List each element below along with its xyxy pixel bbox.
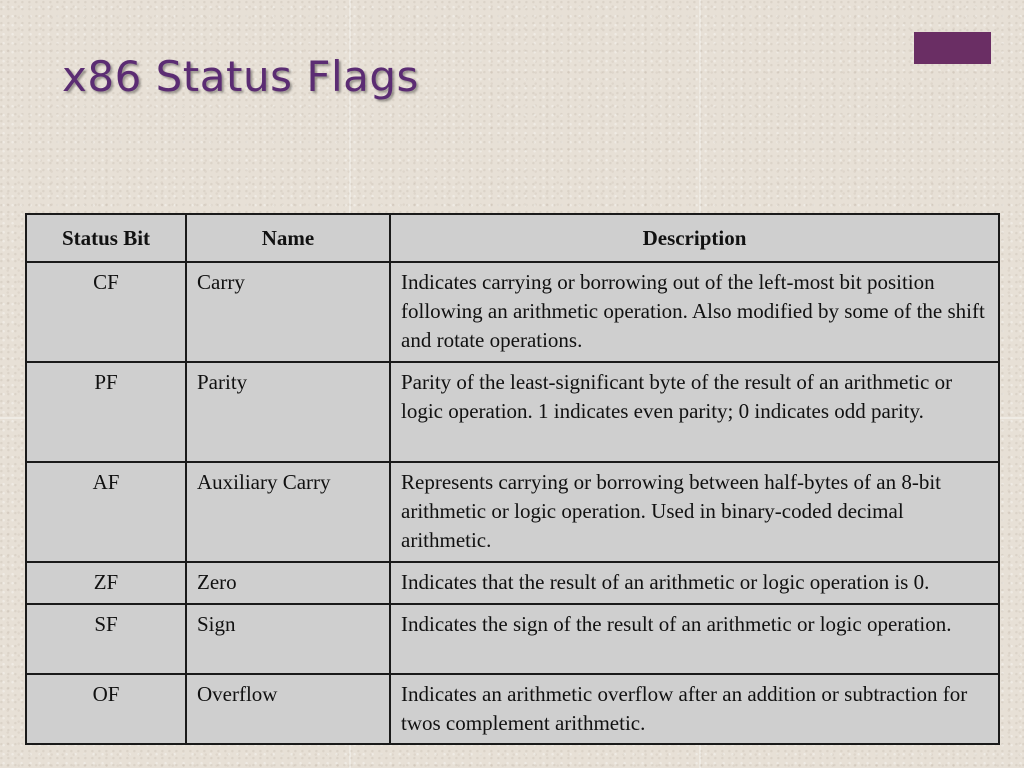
flag-name-cell: Zero	[186, 562, 390, 604]
table-row	[26, 262, 999, 362]
table-row	[26, 362, 999, 462]
description-cell: Represents carrying or borrowing between half-bytes of an 8-bit arithmetic or logic operation. Used in binary-coded decimal arithmetic.	[390, 462, 999, 562]
status-bit-cell: ZF	[26, 562, 186, 604]
description-cell: Indicates carrying or borrowing out of the left-most bit position following an arithmetic operation. Also modified by some of the shift and rotate operations.	[390, 262, 999, 362]
description-cell: Indicates an arithmetic overflow after an addition or subtraction for twos complement arithmetic.	[390, 674, 999, 744]
status-bit-cell: OF	[26, 674, 186, 744]
table-row	[26, 462, 999, 562]
flag-name-cell: Sign	[186, 604, 390, 674]
flag-name-cell: Parity	[186, 362, 390, 462]
header-description: Description	[390, 214, 999, 262]
header-name: Name	[186, 214, 390, 262]
description-cell: Indicates that the result of an arithmetic or logic operation is 0.	[390, 562, 999, 604]
table-row	[26, 674, 999, 744]
status-bit-cell: CF	[26, 262, 186, 362]
status-flags-table	[25, 213, 1000, 745]
table-header-row	[26, 214, 999, 262]
status-bit-cell: SF	[26, 604, 186, 674]
flag-name-cell: Auxiliary Carry	[186, 462, 390, 562]
slide-title: x86 Status Flags	[62, 52, 419, 101]
status-bit-cell: PF	[26, 362, 186, 462]
description-cell: Indicates the sign of the result of an arithmetic or logic operation.	[390, 604, 999, 674]
flag-name-cell: Overflow	[186, 674, 390, 744]
accent-block	[914, 32, 991, 64]
description-cell: Parity of the least-significant byte of the result of an arithmetic or logic operation. 1 indicates even parity; 0 indicates odd parity.	[390, 362, 999, 462]
flag-name-cell: Carry	[186, 262, 390, 362]
table-row	[26, 562, 999, 604]
status-bit-cell: AF	[26, 462, 186, 562]
header-status-bit: Status Bit	[26, 214, 186, 262]
table-row	[26, 604, 999, 674]
